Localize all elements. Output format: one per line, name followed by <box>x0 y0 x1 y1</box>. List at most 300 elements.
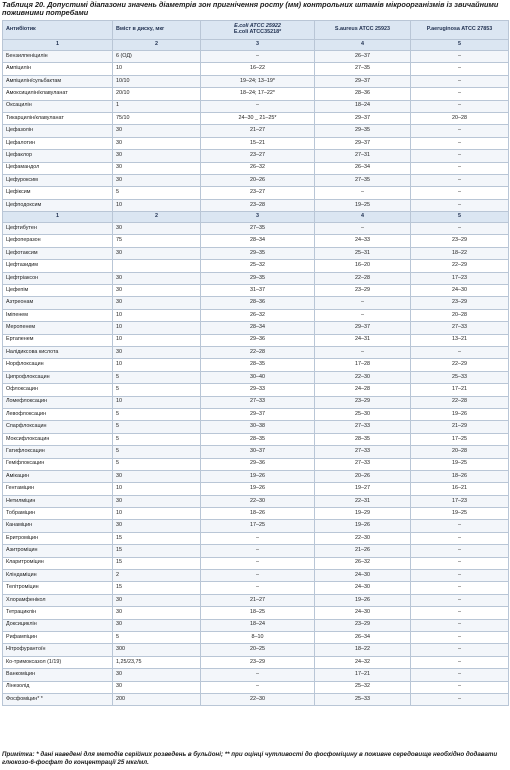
cell-saureus: 21–26 <box>315 545 411 557</box>
cell-paeruginosa: – <box>411 570 509 582</box>
cell-paeruginosa: 17–25 <box>411 433 509 445</box>
cell-disk-content <box>113 260 201 272</box>
cell-disk-content: 5 <box>113 187 201 199</box>
column-number-row <box>3 40 509 51</box>
table-row <box>3 112 509 124</box>
cell-saureus: 19–25 <box>315 199 411 211</box>
cell-paeruginosa: 20–28 <box>411 446 509 458</box>
cell-ecoli: 15–21 <box>201 137 315 149</box>
table-title: Таблиця 20. Допустимі діапазони значень діаметрів зон пригнічення росту (мм) контрольних штамів мікроорганізмів із звичайними поживними потребами <box>2 0 499 17</box>
cell-disk-content: 30 <box>113 495 201 507</box>
cell-antibiotic: Цефамандол <box>3 162 113 174</box>
cell-disk-content: 30 <box>113 285 201 297</box>
cell-paeruginosa: – <box>411 125 509 137</box>
column-number: 3 <box>201 40 315 51</box>
cell-disk-content: 30 <box>113 162 201 174</box>
cell-ecoli: 27–35 <box>201 223 315 235</box>
cell-disk-content: 30 <box>113 669 201 681</box>
cell-saureus: 17–21 <box>315 669 411 681</box>
cell-disk-content: 10 <box>113 199 201 211</box>
column-number: 3 <box>201 212 315 223</box>
cell-paeruginosa: – <box>411 51 509 63</box>
table-row <box>3 681 509 693</box>
table-row <box>3 433 509 445</box>
table-row <box>3 458 509 470</box>
cell-saureus: 24–30 <box>315 582 411 594</box>
cell-antibiotic: Хлорамфенікол <box>3 594 113 606</box>
cell-paeruginosa: 22–29 <box>411 260 509 272</box>
cell-ecoli: 19–26 <box>201 483 315 495</box>
cell-disk-content: 30 <box>113 346 201 358</box>
cell-ecoli: 29–35 <box>201 247 315 259</box>
cell-ecoli: 22–28 <box>201 346 315 358</box>
table-row <box>3 247 509 259</box>
cell-disk-content: 10 <box>113 396 201 408</box>
table-row <box>3 607 509 619</box>
cell-antibiotic: Ломефлоксацин <box>3 396 113 408</box>
cell-disk-content: 30 <box>113 223 201 235</box>
cell-disk-content: 30 <box>113 594 201 606</box>
cell-saureus: 26–32 <box>315 557 411 569</box>
cell-ecoli: 26–32 <box>201 309 315 321</box>
cell-ecoli: 23–29 <box>201 656 315 668</box>
cell-antibiotic: Офлоксацин <box>3 384 113 396</box>
column-number: 2 <box>113 40 201 51</box>
table-row <box>3 322 509 334</box>
header-paeruginosa: P.aeruginosa ATCC 27853 <box>411 21 509 40</box>
cell-ecoli: 22–30 <box>201 693 315 705</box>
cell-disk-content: 1,25/23,75 <box>113 656 201 668</box>
table-row <box>3 346 509 358</box>
cell-saureus: 18–22 <box>315 644 411 656</box>
column-number-row <box>3 212 509 223</box>
cell-paeruginosa: 17–23 <box>411 272 509 284</box>
cell-saureus: 25–31 <box>315 247 411 259</box>
cell-disk-content: 5 <box>113 631 201 643</box>
cell-ecoli: 28–35 <box>201 433 315 445</box>
table-row <box>3 656 509 668</box>
cell-disk-content: 30 <box>113 607 201 619</box>
table-row <box>3 75 509 87</box>
cell-saureus: 16–20 <box>315 260 411 272</box>
table-row <box>3 125 509 137</box>
table-row <box>3 570 509 582</box>
cell-antibiotic: Азтреонам <box>3 297 113 309</box>
cell-paeruginosa: 20–28 <box>411 309 509 321</box>
cell-paeruginosa: – <box>411 557 509 569</box>
table-row <box>3 470 509 482</box>
cell-antibiotic: Цефподоксим <box>3 199 113 211</box>
table-row <box>3 150 509 162</box>
table-row <box>3 51 509 63</box>
cell-antibiotic: Ампіцилін/сульбактам <box>3 75 113 87</box>
cell-saureus: 26–37 <box>315 51 411 63</box>
cell-disk-content: 10 <box>113 508 201 520</box>
table-row <box>3 396 509 408</box>
cell-antibiotic: Фосфоміцин* * <box>3 693 113 705</box>
cell-ecoli: 28–34 <box>201 235 315 247</box>
table-row <box>3 174 509 186</box>
table-row <box>3 619 509 631</box>
cell-ecoli: 29–37 <box>201 408 315 420</box>
cell-paeruginosa: 19–25 <box>411 508 509 520</box>
cell-paeruginosa: – <box>411 644 509 656</box>
cell-paeruginosa: 19–25 <box>411 458 509 470</box>
cell-paeruginosa: – <box>411 656 509 668</box>
cell-saureus: 27–33 <box>315 446 411 458</box>
table-row <box>3 495 509 507</box>
cell-paeruginosa: 13–21 <box>411 334 509 346</box>
table-row <box>3 359 509 371</box>
cell-ecoli: – <box>201 100 315 112</box>
cell-disk-content: 75 <box>113 235 201 247</box>
cell-saureus: 24–28 <box>315 384 411 396</box>
cell-antibiotic: Канаміцин <box>3 520 113 532</box>
cell-antibiotic: Бензилпеніцилін <box>3 51 113 63</box>
cell-ecoli: 29–33 <box>201 384 315 396</box>
cell-ecoli: 30–38 <box>201 421 315 433</box>
table-row <box>3 644 509 656</box>
cell-saureus: 27–35 <box>315 63 411 75</box>
cell-saureus: 22–28 <box>315 272 411 284</box>
cell-disk-content: 2 <box>113 570 201 582</box>
cell-disk-content: 30 <box>113 150 201 162</box>
cell-saureus: 29–35 <box>315 125 411 137</box>
cell-paeruginosa: 16–21 <box>411 483 509 495</box>
cell-antibiotic: Кліндаміцин <box>3 570 113 582</box>
cell-antibiotic: Цефаклор <box>3 150 113 162</box>
table-row <box>3 693 509 705</box>
cell-saureus: 24–32 <box>315 656 411 668</box>
cell-ecoli: – <box>201 557 315 569</box>
cell-antibiotic: Ко-тримоксазол (1/19) <box>3 656 113 668</box>
cell-paeruginosa: 23–29 <box>411 297 509 309</box>
cell-saureus: 19–26 <box>315 520 411 532</box>
table-body <box>3 40 509 706</box>
cell-antibiotic: Еритроміцин <box>3 532 113 544</box>
cell-disk-content: 30 <box>113 619 201 631</box>
cell-disk-content: 30 <box>113 297 201 309</box>
cell-ecoli: 29–36 <box>201 334 315 346</box>
cell-antibiotic: Ертапенем <box>3 334 113 346</box>
cell-antibiotic: Ванкоміцин <box>3 669 113 681</box>
table-row <box>3 260 509 272</box>
cell-antibiotic: Цефоперазон <box>3 235 113 247</box>
cell-saureus: 22–31 <box>315 495 411 507</box>
table-row <box>3 557 509 569</box>
column-number: 4 <box>315 212 411 223</box>
cell-disk-content: 5 <box>113 458 201 470</box>
cell-disk-content: 10/10 <box>113 75 201 87</box>
cell-ecoli: – <box>201 51 315 63</box>
cell-paeruginosa: – <box>411 174 509 186</box>
cell-paeruginosa: 18–26 <box>411 470 509 482</box>
cell-antibiotic: Ампіцилін <box>3 63 113 75</box>
cell-saureus: – <box>315 346 411 358</box>
cell-saureus: 25–32 <box>315 681 411 693</box>
cell-antibiotic: Цефотаксим <box>3 247 113 259</box>
cell-saureus: 24–30 <box>315 570 411 582</box>
cell-antibiotic: Цефалотин <box>3 137 113 149</box>
cell-ecoli: 28–35 <box>201 359 315 371</box>
cell-ecoli: 20–25 <box>201 644 315 656</box>
cell-disk-content: 10 <box>113 359 201 371</box>
cell-paeruginosa: 17–21 <box>411 384 509 396</box>
cell-disk-content: 15 <box>113 557 201 569</box>
cell-ecoli: – <box>201 681 315 693</box>
cell-paeruginosa: – <box>411 669 509 681</box>
cell-antibiotic: Цефтазидим <box>3 260 113 272</box>
cell-saureus: 27–33 <box>315 421 411 433</box>
cell-antibiotic: Тетрациклін <box>3 607 113 619</box>
cell-ecoli: – <box>201 582 315 594</box>
column-number: 1 <box>3 212 113 223</box>
cell-ecoli: 17–25 <box>201 520 315 532</box>
cell-antibiotic: Цефтибутен <box>3 223 113 235</box>
cell-paeruginosa: 22–29 <box>411 359 509 371</box>
cell-antibiotic: Амікацин <box>3 470 113 482</box>
cell-disk-content: 5 <box>113 421 201 433</box>
table-row <box>3 235 509 247</box>
cell-ecoli: 30–40 <box>201 371 315 383</box>
table-row <box>3 594 509 606</box>
cell-ecoli: 27–33 <box>201 396 315 408</box>
cell-ecoli: 29–36 <box>201 458 315 470</box>
cell-disk-content: 30 <box>113 247 201 259</box>
table-row <box>3 137 509 149</box>
cell-paeruginosa: – <box>411 582 509 594</box>
table-row <box>3 272 509 284</box>
column-number: 5 <box>411 212 509 223</box>
column-number: 2 <box>113 212 201 223</box>
cell-paeruginosa: – <box>411 162 509 174</box>
cell-disk-content: 5 <box>113 446 201 458</box>
cell-antibiotic: Ципрофлоксацин <box>3 371 113 383</box>
cell-disk-content: 30 <box>113 125 201 137</box>
cell-saureus: 19–27 <box>315 483 411 495</box>
cell-antibiotic: Моксифлоксацин <box>3 433 113 445</box>
cell-saureus: 27–33 <box>315 458 411 470</box>
cell-antibiotic: Кларитроміцин <box>3 557 113 569</box>
table-row <box>3 421 509 433</box>
cell-paeruginosa: – <box>411 631 509 643</box>
cell-ecoli: – <box>201 545 315 557</box>
cell-antibiotic: Цефазолін <box>3 125 113 137</box>
cell-ecoli: 31–37 <box>201 285 315 297</box>
table-row <box>3 408 509 420</box>
cell-saureus: – <box>315 309 411 321</box>
cell-saureus: 22–30 <box>315 532 411 544</box>
cell-ecoli: 28–36 <box>201 297 315 309</box>
header-saureus: S.aureus ATCC 25923 <box>315 21 411 40</box>
cell-saureus: 26–34 <box>315 162 411 174</box>
cell-paeruginosa: – <box>411 545 509 557</box>
column-number: 1 <box>3 40 113 51</box>
cell-antibiotic: Тикарцилін/клавуланат <box>3 112 113 124</box>
table-row <box>3 508 509 520</box>
cell-disk-content: 10 <box>113 322 201 334</box>
cell-antibiotic: Налідиксова кислота <box>3 346 113 358</box>
cell-saureus: 29–37 <box>315 322 411 334</box>
cell-disk-content: 1 <box>113 100 201 112</box>
cell-paeruginosa: 24–30 <box>411 285 509 297</box>
cell-disk-content: 30 <box>113 520 201 532</box>
cell-disk-content: 10 <box>113 334 201 346</box>
table-row <box>3 631 509 643</box>
cell-paeruginosa: 23–29 <box>411 235 509 247</box>
table-row <box>3 384 509 396</box>
cell-paeruginosa: 18–22 <box>411 247 509 259</box>
cell-saureus: – <box>315 187 411 199</box>
cell-saureus: 24–33 <box>315 235 411 247</box>
table-row <box>3 199 509 211</box>
cell-paeruginosa: – <box>411 223 509 235</box>
cell-ecoli: 23–28 <box>201 199 315 211</box>
cell-disk-content: 20/10 <box>113 88 201 100</box>
cell-ecoli: 24–30 _ 21–25* <box>201 112 315 124</box>
cell-disk-content: 5 <box>113 433 201 445</box>
cell-antibiotic: Цефуроксим <box>3 174 113 186</box>
cell-disk-content: 30 <box>113 174 201 186</box>
cell-paeruginosa: – <box>411 150 509 162</box>
cell-disk-content: 200 <box>113 693 201 705</box>
cell-saureus: 18–24 <box>315 100 411 112</box>
cell-paeruginosa: – <box>411 619 509 631</box>
cell-saureus: 19–29 <box>315 508 411 520</box>
cell-saureus: 23–29 <box>315 619 411 631</box>
table-row <box>3 162 509 174</box>
cell-saureus: 27–31 <box>315 150 411 162</box>
cell-antibiotic: Нетилміцин <box>3 495 113 507</box>
cell-paeruginosa: – <box>411 199 509 211</box>
cell-ecoli: – <box>201 532 315 544</box>
cell-saureus: 20–26 <box>315 470 411 482</box>
cell-paeruginosa: – <box>411 88 509 100</box>
cell-ecoli: – <box>201 669 315 681</box>
cell-antibiotic: Нітрофурантоїн <box>3 644 113 656</box>
cell-antibiotic: Цефтріаксон <box>3 272 113 284</box>
header-row <box>3 21 509 40</box>
cell-saureus: 25–30 <box>315 408 411 420</box>
table-row <box>3 223 509 235</box>
table-note: Примітка: * дані наведені для методів серійних розведень в бульйоні; ** при оцінці чутливості до фосфоміцину в поживне середовище необхідно додавати глюкозо-6-фосфат до концентрації 25 мкг/мл. <box>2 751 498 766</box>
cell-paeruginosa: 19–26 <box>411 408 509 420</box>
cell-antibiotic: Рифампіцин <box>3 631 113 643</box>
cell-paeruginosa: – <box>411 346 509 358</box>
table-row <box>3 88 509 100</box>
cell-ecoli: 16–22 <box>201 63 315 75</box>
column-number: 5 <box>411 40 509 51</box>
cell-antibiotic: Гентаміцин <box>3 483 113 495</box>
cell-paeruginosa: 21–29 <box>411 421 509 433</box>
cell-ecoli: 25–32 <box>201 260 315 272</box>
cell-antibiotic: Амоксицилін/клавуланат <box>3 88 113 100</box>
cell-ecoli: 26–32 <box>201 162 315 174</box>
table-row <box>3 371 509 383</box>
cell-saureus: 19–26 <box>315 594 411 606</box>
cell-saureus: 23–29 <box>315 285 411 297</box>
cell-saureus: – <box>315 223 411 235</box>
table-row <box>3 532 509 544</box>
cell-paeruginosa: – <box>411 594 509 606</box>
table-row <box>3 446 509 458</box>
table-row <box>3 582 509 594</box>
header-antibiotic: Антибіотик <box>3 21 113 40</box>
table-row <box>3 63 509 75</box>
cell-paeruginosa: – <box>411 187 509 199</box>
header-ecoli-line1: E.coli ATCC 25922 <box>234 23 281 30</box>
cell-disk-content: 6 (ОД) <box>113 51 201 63</box>
table-row <box>3 100 509 112</box>
cell-ecoli: 29–35 <box>201 272 315 284</box>
cell-saureus: 24–30 <box>315 607 411 619</box>
cell-saureus: 27–35 <box>315 174 411 186</box>
table-row <box>3 545 509 557</box>
cell-disk-content: 30 <box>113 137 201 149</box>
cell-disk-content: 15 <box>113 582 201 594</box>
cell-ecoli: 23–27 <box>201 150 315 162</box>
cell-disk-content: 30 <box>113 272 201 284</box>
cell-paeruginosa: – <box>411 100 509 112</box>
cell-saureus: – <box>315 297 411 309</box>
table-row <box>3 297 509 309</box>
cell-saureus: 28–35 <box>315 433 411 445</box>
header-ecoli <box>201 21 315 40</box>
cell-saureus: 29–37 <box>315 137 411 149</box>
cell-saureus: 24–31 <box>315 334 411 346</box>
header-ecoli-line2: E.coli ATCC35218* <box>233 29 282 35</box>
cell-paeruginosa: – <box>411 532 509 544</box>
table-row <box>3 334 509 346</box>
cell-disk-content: 15 <box>113 545 201 557</box>
cell-ecoli: 30–37 <box>201 446 315 458</box>
cell-ecoli: 18–24 <box>201 619 315 631</box>
cell-saureus: 29–37 <box>315 75 411 87</box>
cell-paeruginosa: – <box>411 137 509 149</box>
cell-antibiotic: Іміпенем <box>3 309 113 321</box>
cell-antibiotic: Цефепім <box>3 285 113 297</box>
cell-paeruginosa: – <box>411 607 509 619</box>
cell-antibiotic: Телітроміцин <box>3 582 113 594</box>
cell-paeruginosa: 25–33 <box>411 371 509 383</box>
cell-ecoli: 21–27 <box>201 125 315 137</box>
table-row <box>3 669 509 681</box>
cell-ecoli: 19–24; 13–19* <box>201 75 315 87</box>
cell-ecoli: 18–25 <box>201 607 315 619</box>
cell-paeruginosa: – <box>411 681 509 693</box>
cell-disk-content: 5 <box>113 371 201 383</box>
column-number: 4 <box>315 40 411 51</box>
cell-paeruginosa: 17–23 <box>411 495 509 507</box>
cell-disk-content: 5 <box>113 408 201 420</box>
cell-disk-content: 15 <box>113 532 201 544</box>
cell-ecoli: 20–26 <box>201 174 315 186</box>
cell-antibiotic: Норфлоксацин <box>3 359 113 371</box>
cell-disk-content: 30 <box>113 681 201 693</box>
header-disk-content: Вміст в диску, мкг <box>113 21 201 40</box>
cell-paeruginosa: 27–33 <box>411 322 509 334</box>
cell-saureus: 26–34 <box>315 631 411 643</box>
table-row <box>3 309 509 321</box>
cell-disk-content: 75/10 <box>113 112 201 124</box>
cell-antibiotic: Лінезолід <box>3 681 113 693</box>
cell-antibiotic: Цефіксим <box>3 187 113 199</box>
cell-disk-content: 10 <box>113 309 201 321</box>
cell-ecoli: 22–30 <box>201 495 315 507</box>
cell-paeruginosa: – <box>411 63 509 75</box>
cell-saureus: 23–29 <box>315 396 411 408</box>
cell-disk-content: 300 <box>113 644 201 656</box>
